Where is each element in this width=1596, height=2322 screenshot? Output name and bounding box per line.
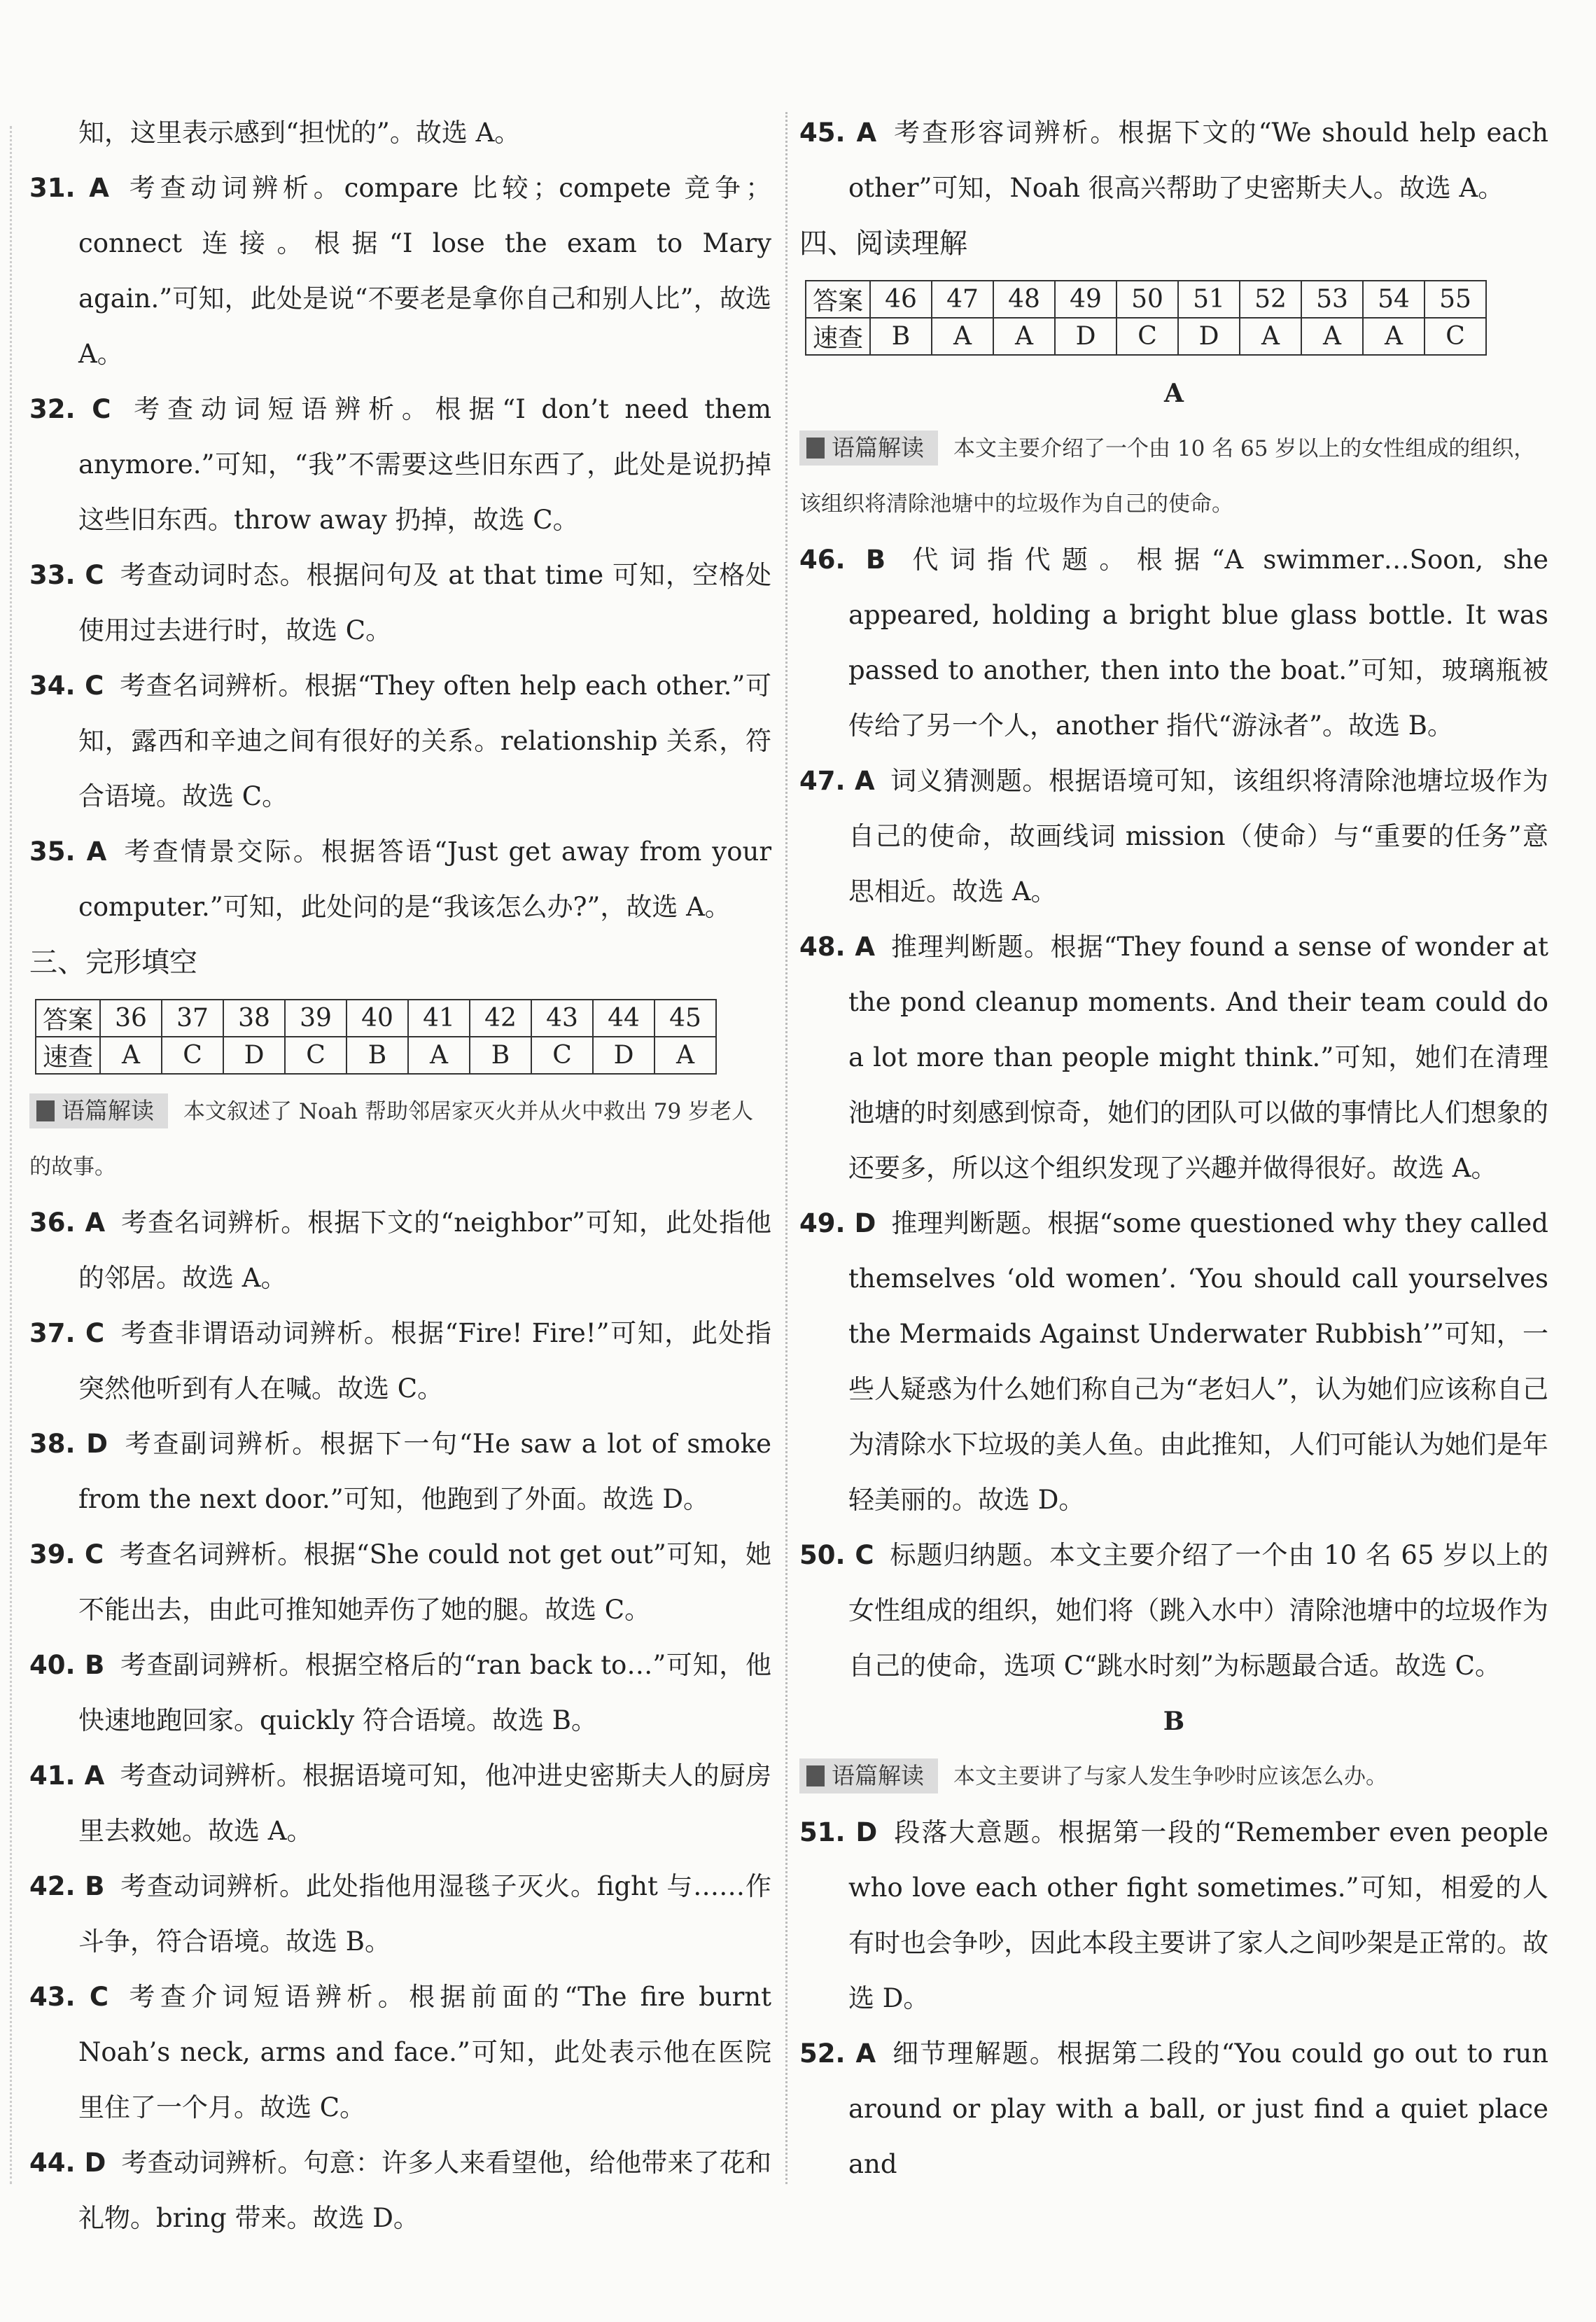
answer-number: 40. B: [29, 1650, 105, 1680]
answer-48: [799, 919, 1548, 1196]
answer-number: 51. D: [799, 1817, 878, 1847]
passage-summary: [29, 1084, 771, 1195]
answer-letter: A: [1240, 318, 1301, 355]
table-row: [36, 1000, 716, 1037]
answer-45: [799, 105, 1548, 216]
answer-text: 考查情景交际。根据答语“Just get away from your computer.”可知，此处问的是“我该怎么办?”，故选 A。: [78, 837, 772, 922]
answer-text: 考查副词辨析。根据空格后的“ran back to…”可知，他快速地跑回家。quickly 符合语境。故选 B。: [78, 1650, 771, 1735]
section-heading-reading: 四、阅读理解: [799, 228, 967, 260]
answer-text: 考查动词辨析。句意：许多人来看望他，给他带来了花和礼物。bring 带来。故选 D。: [78, 2148, 772, 2233]
answer-44: [29, 2135, 771, 2246]
question-number: 47: [932, 281, 993, 318]
answer-number: 42. B: [29, 1871, 105, 1901]
answer-number: 44. D: [29, 2148, 106, 2178]
answer-text: 段落大意题。根据第一段的“Remember even people who love each other fight sometimes.”可知，相爱的人有时也会争吵，因此本段主要讲了家人之间吵架是正常的。故选 D。: [848, 1817, 1549, 2013]
passage-summary-text: 本文主要介绍了一个由 10 名 65 岁以上的女性组成的组织，该组织将清除池塘中的垃圾作为自己的使命。: [799, 436, 1536, 517]
answer-number: 39. C: [29, 1539, 104, 1569]
answer-text: 考查动词短语辨析。根据“I don’t need them anymore.”可知，“我”不需要这些旧东西了，此处是说扔掉这些旧东西。throw away 扔掉，故选 C。: [78, 394, 771, 535]
answer-text: 考查动词辨析。此处指他用湿毯子灭火。fight 与……作斗争，符合语境。故选 B。: [78, 1871, 771, 1957]
answer-number: 45. A: [799, 118, 877, 148]
answer-letter: A: [1301, 318, 1363, 355]
table-header-lookup: 速查: [36, 1037, 100, 1074]
answer-letter: A: [932, 318, 993, 355]
answer-text: 考查非谓语动词辨析。根据“Fire! Fire!”可知，此处指突然他听到有人在喊。故选 C。: [78, 1318, 771, 1404]
passage-summary-text: 本文叙述了 Noah 帮助邻居家灭火并从火中救出 79 岁老人的故事。: [29, 1099, 754, 1180]
left-column: [29, 105, 771, 2246]
passage-tag-label: 语篇解读: [832, 434, 924, 461]
answer-letter: D: [1178, 318, 1240, 355]
answer-letter: D: [593, 1037, 654, 1074]
answer-36: [29, 1195, 771, 1306]
question-number: 40: [346, 1000, 408, 1037]
question-number: 46: [870, 281, 932, 318]
answer-51: [799, 1805, 1548, 2026]
answer-40: [29, 1637, 771, 1748]
answer-letter: D: [1055, 318, 1116, 355]
answer-number: 36. A: [29, 1208, 106, 1238]
passage-label-b: B: [1163, 1707, 1185, 1736]
passage-tag: [799, 431, 938, 466]
book-icon: [806, 1765, 825, 1786]
answer-letter: B: [346, 1037, 408, 1074]
cloze-answer-table: [35, 999, 717, 1075]
question-number: 51: [1178, 281, 1240, 318]
answer-text: 考查形容词辨析。根据下文的“We should help each other”可知，Noah 很高兴帮助了史密斯夫人。故选 A。: [848, 118, 1549, 203]
answer-number: 52. A: [799, 2038, 876, 2069]
question-number: 41: [408, 1000, 470, 1037]
answer-letter: C: [1116, 318, 1178, 355]
question-number: 36: [100, 1000, 162, 1037]
answer-letter: A: [993, 318, 1055, 355]
answer-42: [29, 1859, 771, 1969]
answer-letter: A: [654, 1037, 716, 1074]
table-row: [806, 318, 1486, 355]
answer-letter: C: [162, 1037, 223, 1074]
answer-50: [799, 1527, 1548, 1693]
answer-number: 48. A: [799, 932, 876, 962]
question-number: 53: [1301, 281, 1363, 318]
question-number: 55: [1424, 281, 1486, 318]
answer-number: 41. A: [29, 1761, 105, 1791]
question-number: 49: [1055, 281, 1116, 318]
passage-tag-label: 语篇解读: [62, 1097, 154, 1124]
answer-35: [29, 824, 771, 935]
section-heading-cloze: 三、完形填空: [29, 946, 197, 979]
passage-tag-label: 语篇解读: [832, 1762, 924, 1789]
reading-answer-table: [805, 280, 1487, 356]
answer-text: 考查介词短语辨析。根据前面的“The fire burnt Noah’s neck, arms and face.”可知，此处表示他在医院里住了一个月。故选 C。: [78, 1982, 771, 2122]
passage-label-a: A: [1164, 379, 1184, 408]
book-icon: [806, 438, 825, 459]
answer-39: [29, 1527, 771, 1637]
answer-letter: C: [531, 1037, 593, 1074]
question-number: 39: [285, 1000, 346, 1037]
answer-text: 考查名词辨析。根据“They often help each other.”可知，露西和辛迪之间有很好的关系。relationship 关系，符合语境。故选 C。: [78, 671, 771, 811]
question-number: 42: [470, 1000, 531, 1037]
question-number: 43: [531, 1000, 593, 1037]
answer-text: 词义猜测题。根据语境可知，该组织将清除池塘垃圾作为自己的使命，故画线词 mission（使命）与“重要的任务”意思相近。故选 A。: [848, 766, 1549, 907]
answer-number: 43. C: [29, 1982, 108, 2012]
answer-text: 考查名词辨析。根据下文的“neighbor”可知，此处指他的邻居。故选 A。: [78, 1208, 772, 1293]
answer-text: 考查动词辨析。compare 比较；compete 竞争；connect 连接。根据“I lose the exam to Mary again.”可知，此处是说“不要老是拿你自己和别人比”，故选 A。: [78, 173, 771, 369]
answer-47: [799, 753, 1548, 919]
answer-32: [29, 382, 771, 547]
passage-summary-a: [799, 421, 1548, 532]
question-number: 48: [993, 281, 1055, 318]
answer-52: [799, 2026, 1548, 2192]
passage-tag: [29, 1093, 168, 1128]
answer-number: 38. D: [29, 1429, 108, 1459]
answer-31: [29, 160, 771, 382]
answer-text: 推理判断题。根据“They found a sense of wonder at the pond cleanup moments. And their team could do a lot more than people might think.”可知，她们在清理池塘的时刻感到惊奇，她们的团队可以做的事情比人们想象的还要多，所以这个组织发现了兴趣并做得很好。故选 A。: [848, 932, 1548, 1183]
answer-letter: C: [285, 1037, 346, 1074]
answer-text: 考查动词时态。根据问句及 at that time 可知，空格处使用过去进行时，故选 C。: [78, 560, 771, 645]
left-margin-rule: [10, 126, 12, 2184]
answer-number: 31. A: [29, 173, 109, 203]
answer-text: 细节理解题。根据第二段的“You could go out to run around or play with a ball, or just find a quiet place and: [848, 2038, 1549, 2179]
answer-text: 代词指代题。根据“A swimmer…Soon, she appeared, holding a bright blue glass bottle. It was passed to another, then into the boat.”可知，玻璃瓶被传给了另一个人，another 指代“游泳者”。故选 B。: [848, 545, 1548, 741]
question-number: 54: [1363, 281, 1424, 318]
answer-text: 考查副词辨析。根据下一句“He saw a lot of smoke from the next door.”可知，他跑到了外面。故选 D。: [78, 1429, 772, 1514]
table-header-answer: 答案: [806, 281, 870, 318]
answer-letter: B: [870, 318, 932, 355]
answer-letter: C: [1424, 318, 1486, 355]
question-number: 52: [1240, 281, 1301, 318]
answer-41: [29, 1748, 771, 1859]
answer-46: [799, 532, 1548, 753]
question-number: 37: [162, 1000, 223, 1037]
answer-number: 35. A: [29, 837, 107, 867]
answer-letter: B: [470, 1037, 531, 1074]
answer-text: 考查名词辨析。根据“She could not get out”可知，她不能出去，由此可推知她弄伤了她的腿。故选 C。: [78, 1539, 771, 1625]
answer-letter: A: [100, 1037, 162, 1074]
answer-38: [29, 1416, 771, 1527]
right-column: [799, 105, 1548, 2192]
answer-text: 推理判断题。根据“some questioned why they called themselves ‘old women’. ‘You should call yourselves the Mermaids Against Underwater Rubbish’”可知，一些人疑惑为什么她们称自己为“老妇人”，认为她们应该称自己为清除水下垃圾的美人鱼。由此推知，人们可能认为她们是年轻美丽的。故选 D。: [848, 1208, 1548, 1515]
answer-number: 34. C: [29, 671, 104, 701]
answer-letter: A: [1363, 318, 1424, 355]
answer-number: 50. C: [799, 1540, 874, 1570]
question-number: 44: [593, 1000, 654, 1037]
answer-43: [29, 1969, 771, 2135]
question-number: 50: [1116, 281, 1178, 318]
answer-number: 37. C: [29, 1318, 105, 1348]
table-header-lookup: 速查: [806, 318, 870, 355]
question-number: 45: [654, 1000, 716, 1037]
answer-number: 46. B: [799, 545, 886, 575]
answer-49: [799, 1196, 1548, 1527]
answer-text: 考查动词辨析。根据语境可知，他冲进史密斯夫人的厨房里去救她。故选 A。: [78, 1761, 772, 1846]
answer-37: [29, 1306, 771, 1416]
passage-summary-b: [799, 1749, 1548, 1805]
answer-number: 49. D: [799, 1208, 876, 1238]
continued-answer: 知，这里表示感到“担忧的”。故选 A。: [78, 118, 521, 148]
answer-number: 33. C: [29, 560, 104, 590]
answer-number: 47. A: [799, 766, 875, 796]
answer-34: [29, 658, 771, 824]
table-row: [36, 1037, 716, 1074]
book-icon: [36, 1100, 55, 1121]
table-header-answer: 答案: [36, 1000, 100, 1037]
passage-tag: [799, 1758, 938, 1793]
question-number: 38: [223, 1000, 285, 1037]
answer-number: 32. C: [29, 394, 111, 424]
column-divider: [785, 112, 788, 2184]
answer-letter: D: [223, 1037, 285, 1074]
answer-letter: A: [408, 1037, 470, 1074]
answer-text: 标题归纳题。本文主要介绍了一个由 10 名 65 岁以上的女性组成的组织，她们将（跳入水中）清除池塘中的垃圾作为自己的使命，选项 C“跳水时刻”为标题最合适。故选 C。: [848, 1540, 1548, 1681]
table-row: [806, 281, 1486, 318]
answer-33: [29, 547, 771, 658]
passage-summary-text: 本文主要讲了与家人发生争吵时应该怎么办。: [953, 1764, 1387, 1789]
